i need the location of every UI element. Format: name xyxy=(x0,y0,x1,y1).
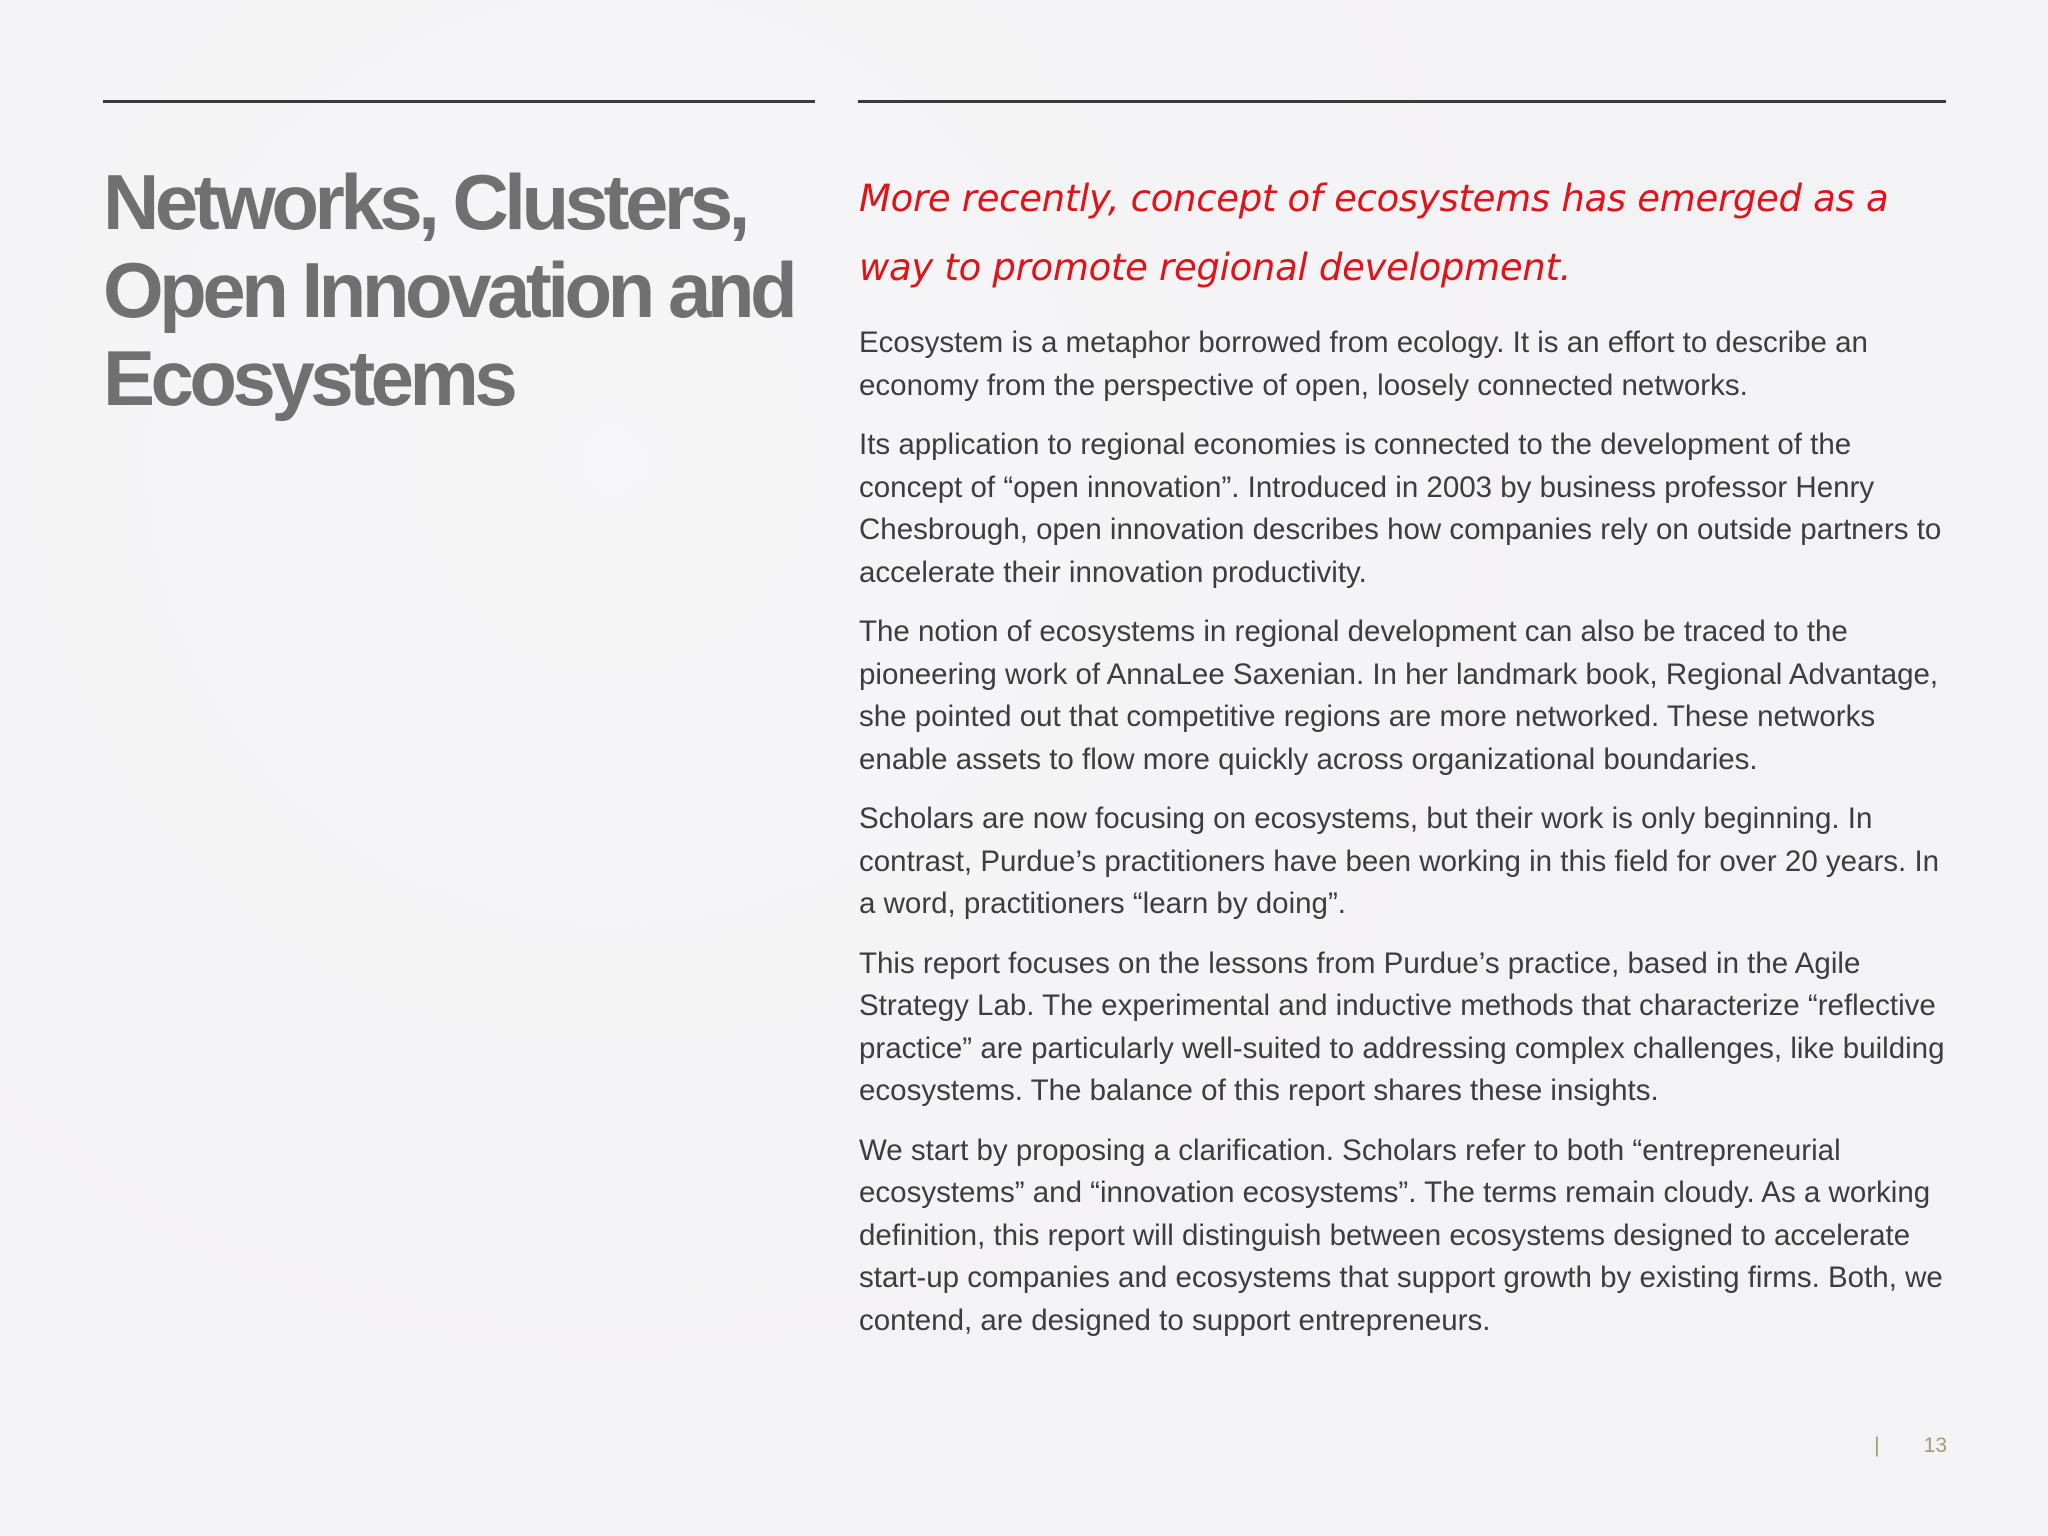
body-paragraph: Its application to regional economies is connected to the development of the concept of “open innovation”. Introduced in 2003 by business professor Henry Chesbrough, open innovation describes how companies rely on outside partners to accelerate their innovation productivity. xyxy=(859,428,1942,589)
page-footer xyxy=(1874,1434,1947,1458)
body-paragraph: Scholars are now focusing on ecosystems, but their work is only beginning. In contrast, Purdue’s practitioners have been working in this field for over 20 years. In a word, practitioners “learn by doing”. xyxy=(859,802,1940,920)
right-divider xyxy=(858,100,1946,103)
body-paragraph: We start by proposing a clarification. Scholars refer to both “entrepreneurial ecosystems” and “innovation ecosystems”. The terms remain cloudy. As a working definition, this report will distinguish between ecosystems designed to accelerate start-up companies and ecosystems that support growth by existing firms. Both, we contend, are designed to support entrepreneurs. xyxy=(859,1133,1943,1337)
body-paragraph: Ecosystem is a metaphor borrowed from ecology. It is an effort to describe an economy from the perspective of open, loosely connected networks. xyxy=(859,326,1868,402)
lead-statement: More recently, concept of ecosystems has emerged as a way to promote regional development. xyxy=(859,177,1889,289)
content-column xyxy=(859,164,1959,1359)
body-paragraph: The notion of ecosystems in regional development can also be traced to the pioneering work of AnnaLee Saxenian. In her landmark book, Regional Advantage, she pointed out that competitive regions are more networked. These networks enable assets to flow more quickly across organizational boundaries. xyxy=(859,615,1939,776)
page-title: Networks, Clusters, Open Innovation and Ecosystems xyxy=(103,158,794,422)
footer-separator: | xyxy=(1874,1434,1880,1457)
body-paragraph: This report focuses on the lessons from Purdue’s practice, based in the Agile Strategy Lab. The experimental and inductive methods that characterize “reflective practice” are particularly well-suited to addressing complex challenges, like building ecosystems. The balance of this report shares these insights. xyxy=(859,946,1945,1107)
left-divider xyxy=(103,100,815,103)
page-number: 13 xyxy=(1923,1434,1947,1457)
